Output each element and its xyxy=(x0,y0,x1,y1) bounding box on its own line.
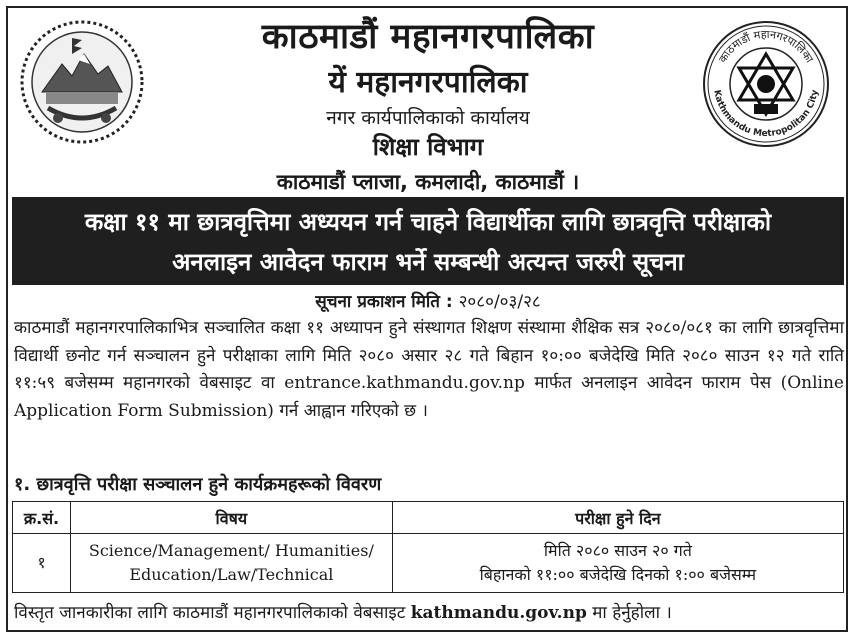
office-name: नगर कार्यपालिकाको कार्यालय xyxy=(326,107,530,129)
row-exam-date xyxy=(392,534,843,593)
table-header-row xyxy=(13,502,844,534)
municipality-title-newari: यें महानगरपालिका xyxy=(328,65,528,100)
column-header-subject: विषय xyxy=(70,502,392,534)
row-exam-date-line-1: मिति २०८० साउन २० गते xyxy=(543,541,692,560)
kmc-seal-bottom-text: Kathmandu Metropolitan City xyxy=(711,89,821,140)
notice-paragraph: काठमाडौं महानगरपालिकाभित्र सञ्चालित कक्षा ११ अध्यापन हुने संस्थागत शिक्षण संस्थामा शैक्षिक सत्र २०८०/०८१ का लागि छात्रवृत्तिमा विद्यार्थी छनोट गर्न सञ्चालन हुने परीक्षाका लागि मिति २०८० असार २८ गते बिहान १०:०० बजेदेखि मिति २०८० साउन १२ गते राति ११:५९ बजेसम्म महानगरको वेबसाइट वा entrance.kathmandu.gov.np मार्फत अनलाइन आवेदन फाराम पेस (Online Application Form Submission) गर्न आह्वान गरिएको छ । xyxy=(14,318,844,421)
row-subject-line-2: Education/Law/Technical xyxy=(129,565,334,584)
row-exam-date-line-2: बिहानको ११:०० बजेदेखि दिनको १:०० बजेसम्म xyxy=(479,565,757,584)
row-sn: १ xyxy=(13,534,71,593)
footer-prefix: विस्तृत जानकारीका लागि काठमाडौं महानगरपालिकाको वेबसाइट xyxy=(14,603,406,623)
table-row xyxy=(13,534,844,593)
office-address: काठमाडौं प्लाजा, कमलादी, काठमाडौं । xyxy=(276,170,580,194)
section-heading: १. छात्रवृत्ति परीक्षा सञ्चालन हुने कार्यक्रमहरूको विवरण xyxy=(14,474,382,495)
row-subject xyxy=(70,534,392,593)
footer-note xyxy=(14,600,854,623)
exam-schedule-table xyxy=(12,501,844,593)
column-header-exam-date: परीक्षा हुने दिन xyxy=(392,502,843,534)
municipality-title: काठमाडौं महानगरपालिका xyxy=(261,17,595,57)
publication-date-label: सूचना प्रकाशन मिति : xyxy=(315,292,453,312)
column-header-sn: क्र.सं. xyxy=(13,502,71,534)
notice-banner xyxy=(12,197,844,285)
nepal-emblem-seal xyxy=(18,18,146,146)
publication-date-value: २०८०/०३/२८ xyxy=(458,292,541,312)
banner-line-1: कक्षा ११ मा छात्रवृत्तिमा अध्ययन गर्न चाहने विद्यार्थीका लागि छात्रवृत्ति परीक्षाको xyxy=(84,208,772,236)
department-name: शिक्षा विभाग xyxy=(372,133,484,161)
kmc-city-seal xyxy=(700,18,832,150)
kmc-seal-top-text: काठमाडौं महानगरपालिका xyxy=(716,27,816,66)
row-subject-line-1: Science/Management/ Humanities/ xyxy=(88,541,374,560)
footer-website-link[interactable]: kathmandu.gov.np xyxy=(410,603,587,623)
banner-line-2: अनलाइन आवेदन फाराम भर्ने सम्बन्धी अत्यन्त जरुरी सूचना xyxy=(172,248,684,276)
publication-date xyxy=(0,289,856,312)
footer-suffix: मा हेर्नुहोला । xyxy=(592,603,672,623)
